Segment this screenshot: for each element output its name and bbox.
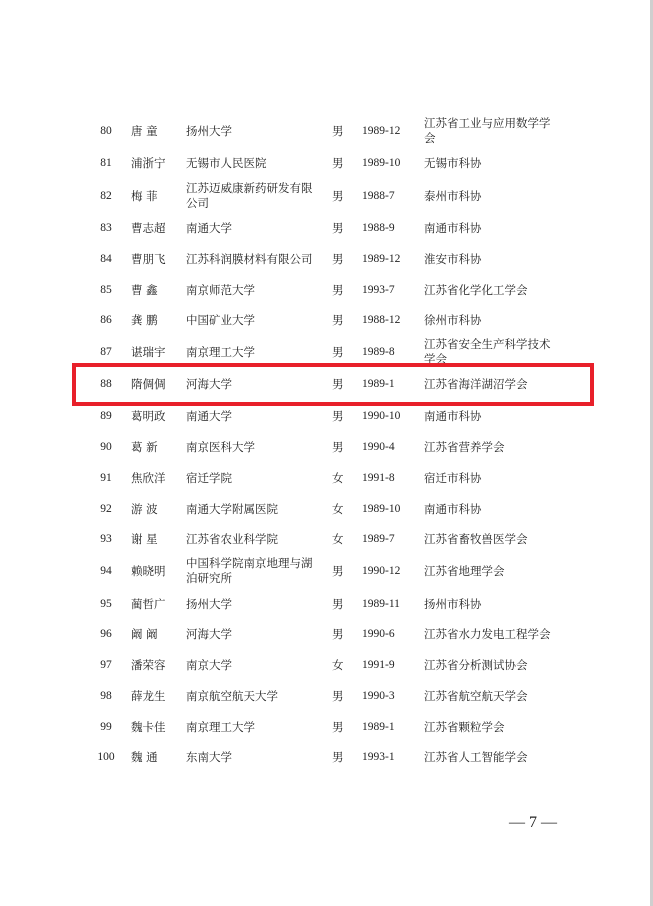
organization: 江苏省农业科学院 [186,532,278,546]
recommending-unit: 江苏省工业与应用数学学会 [424,116,551,145]
recommending-unit: 江苏省地理学会 [424,564,505,578]
row-number: 84 [100,253,112,265]
row-number: 97 [100,659,112,671]
organization: 南京航空航天大学 [186,689,278,703]
person-name: 谌瑞宇 [131,345,166,359]
person-name: 浦浙宁 [131,156,166,170]
birth-date: 1993-7 [362,284,395,296]
gender: 男 [332,564,344,578]
recommending-unit: 江苏省安全生产科学技术学会 [424,337,551,366]
person-name: 魏 通 [131,750,158,764]
birth-date: 1989-10 [362,503,401,515]
recommending-unit: 江苏省颗粒学会 [424,720,505,734]
person-name: 赖晓明 [131,564,166,578]
organization: 东南大学 [186,750,232,764]
birth-date: 1993-1 [362,751,395,763]
organization: 中国科学院南京地理与湖泊研究所 [186,556,313,585]
birth-date: 1989-8 [362,346,395,358]
birth-date: 1988-9 [362,222,395,234]
person-name: 梅 菲 [131,189,158,203]
row-number: 81 [100,157,112,169]
birth-date: 1989-7 [362,533,395,545]
birth-date: 1991-8 [362,472,395,484]
recommending-unit: 宿迁市科协 [424,471,482,485]
gender: 男 [332,409,344,423]
person-name: 唐 童 [131,124,158,138]
birth-date: 1990-6 [362,628,395,640]
person-name: 曹朋飞 [131,252,166,266]
person-name: 隋倜倜 [131,377,166,391]
organization: 南京大学 [186,658,232,672]
birth-date: 1989-1 [362,721,395,733]
highlight-box [72,363,594,406]
page-number: — 7 — [509,814,557,831]
birth-date: 1990-12 [362,565,401,577]
gender: 男 [332,440,344,454]
gender: 男 [332,345,344,359]
gender: 男 [332,221,344,235]
organization: 河海大学 [186,627,232,641]
row-number: 94 [100,565,112,577]
recommending-unit: 江苏省化学化工学会 [424,283,528,297]
row-number: 85 [100,284,112,296]
row-number: 91 [100,472,112,484]
person-name: 谢 星 [131,532,158,546]
recommending-unit: 江苏省营养学会 [424,440,505,454]
gender: 男 [332,156,344,170]
row-number: 90 [100,441,112,453]
row-number: 100 [97,751,115,763]
gender: 女 [332,502,344,516]
row-number: 95 [100,598,112,610]
birth-date: 1990-10 [362,410,401,422]
person-name: 魏卡佳 [131,720,166,734]
recommending-unit: 江苏省水力发电工程学会 [424,627,551,641]
birth-date: 1990-3 [362,690,395,702]
row-number: 93 [100,533,112,545]
organization: 南京理工大学 [186,345,255,359]
gender: 男 [332,689,344,703]
gender: 男 [332,313,344,327]
recommending-unit: 徐州市科协 [424,313,482,327]
gender: 男 [332,720,344,734]
organization: 无锡市人民医院 [186,156,267,170]
person-name: 葛明政 [131,409,166,423]
organization: 南京理工大学 [186,720,255,734]
gender: 男 [332,750,344,764]
person-name: 蔺哲广 [131,597,166,611]
recommending-unit: 南通市科协 [424,502,482,516]
organization: 南通大学 [186,409,232,423]
row-number: 89 [100,410,112,422]
birth-date: 1989-1 [362,378,395,390]
person-name: 潘荣容 [131,658,166,672]
row-number: 88 [100,378,112,390]
organization: 扬州大学 [186,124,232,138]
recommending-unit: 泰州市科协 [424,189,482,203]
recommending-unit: 江苏省分析测试协会 [424,658,528,672]
person-name: 曹志超 [131,221,166,235]
birth-date: 1989-11 [362,598,400,610]
recommending-unit: 江苏省畜牧兽医学会 [424,532,528,546]
row-number: 92 [100,503,112,515]
organization: 江苏科润膜材料有限公司 [186,252,313,266]
row-number: 82 [100,190,112,202]
recommending-unit: 淮安市科协 [424,252,482,266]
row-number: 83 [100,222,112,234]
row-number: 98 [100,690,112,702]
recommending-unit: 江苏省航空航天学会 [424,689,528,703]
gender: 男 [332,124,344,138]
recommending-unit: 南通市科协 [424,221,482,235]
recommending-unit: 南通市科协 [424,409,482,423]
gender: 女 [332,532,344,546]
recommending-unit: 无锡市科协 [424,156,482,170]
row-number: 80 [100,125,112,137]
gender: 男 [332,597,344,611]
organization: 扬州大学 [186,597,232,611]
gender: 男 [332,627,344,641]
organization: 宿迁学院 [186,471,232,485]
person-name: 葛 新 [131,440,158,454]
birth-date: 1989-10 [362,157,401,169]
organization: 南通大学 [186,221,232,235]
row-number: 96 [100,628,112,640]
birth-date: 1988-12 [362,314,401,326]
row-number: 99 [100,721,112,733]
gender: 男 [332,252,344,266]
gender: 女 [332,658,344,672]
birth-date: 1988-7 [362,190,395,202]
row-number: 87 [100,346,112,358]
recommending-unit: 扬州市科协 [424,597,482,611]
gender: 女 [332,471,344,485]
person-name: 曹 鑫 [131,283,158,297]
person-name: 龚 鹏 [131,313,158,327]
organization: 南通大学附属医院 [186,502,278,516]
recommending-unit: 江苏省海洋湖沼学会 [424,377,528,391]
organization: 江苏迈威康新药研发有限公司 [186,181,313,210]
gender: 男 [332,377,344,391]
birth-date: 1990-4 [362,441,395,453]
organization: 南京师范大学 [186,283,255,297]
row-number: 86 [100,314,112,326]
recommending-unit: 江苏省人工智能学会 [424,750,528,764]
birth-date: 1989-12 [362,253,401,265]
organization: 河海大学 [186,377,232,391]
birth-date: 1991-9 [362,659,395,671]
person-name: 阚 阚 [131,627,158,641]
gender: 男 [332,283,344,297]
gender: 男 [332,189,344,203]
birth-date: 1989-12 [362,125,401,137]
person-name: 薛龙生 [131,689,166,703]
organization: 南京医科大学 [186,440,255,454]
person-name: 焦欣洋 [131,471,166,485]
person-name: 游 波 [131,502,158,516]
organization: 中国矿业大学 [186,313,255,327]
